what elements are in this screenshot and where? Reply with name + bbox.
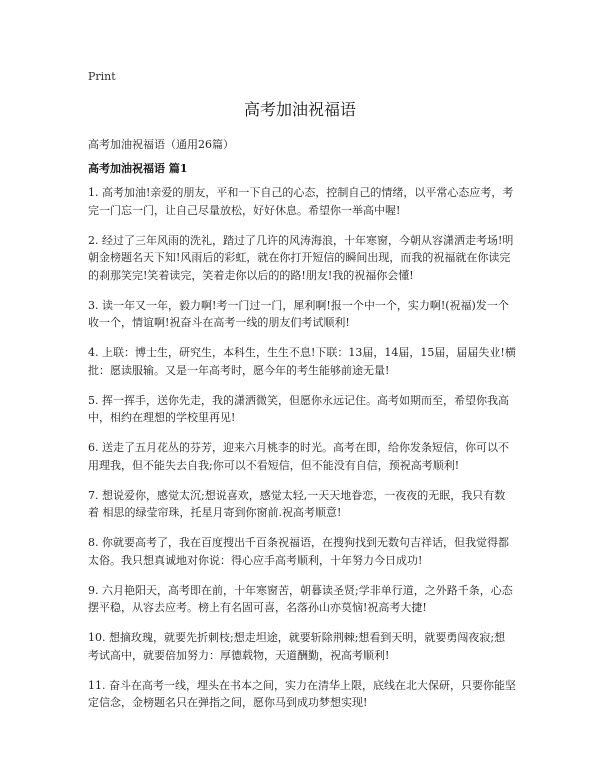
list-item: 9. 六月艳阳天，高考即在前，十年寒窗苦，朝暮读圣贤;学非单行道，之外路千条，心态摆平稳，从容去应考。榜上有名固可喜，名落孙山亦莫恼!祝高考大捷! bbox=[88, 583, 513, 614]
list-item: 4. 上联：博士生，研究生，本科生，生生不息!下联：13届，14届，15届，届届失业!横批：愿读服输。又是一年高考时，愿今年的考生能够前途无量! bbox=[88, 346, 516, 377]
list-item: 10. 想摘玫瑰，就要先折刺枝;想走坦途，就要斩除荆棘;想看到天明，就要勇闯夜寂;想考试高中，就要倍加努力：厚德载物，天道酬勤，祝高考顺利! bbox=[88, 631, 506, 662]
document-subtitle: 高考加油祝福语（通用26篇） bbox=[88, 138, 234, 151]
list-item: 8. 你就要高考了，我在百度搜出千百条祝福语，在搜狗找到无数句吉祥话，但我觉得都太俗。我只想真诚地对你说：得心应手高考顺利，十年努力今日成功! bbox=[88, 536, 509, 567]
list-item: 5. 挥一挥手，送你先走，我的潇洒微笑，但愿你永远记住。高考如期而至，希望你我高中，相约在理想的学校里再见! bbox=[88, 393, 509, 424]
list-item: 7. 想说爱你，感觉太沉;想说喜欢，感觉太轻,一天天地眷恋，一夜夜的无眠，我只有数着 相思的绿莹帘珠，托星月寄到你窗前.祝高考顺意! bbox=[88, 488, 506, 519]
list-item: 1. 高考加油!亲爱的朋友，平和一下自己的心态，控制自己的情绪，以平常心态应考，考完一门忘一门，让自己尽量放松，好好休息。希望你一举高中喔! bbox=[88, 186, 514, 217]
list-item: 2. 经过了三年风雨的洗礼，踏过了几许的风涛海浪，十年寒窗，今朝从容潇洒走考场!明朝金榜题名天下知!风雨后的彩虹，就在你打开短信的瞬间出现，而我的祝福就在你读完的刹那笑完!笑着读完，笑着走你以后的的路!朋友!我的祝福你会懂! bbox=[88, 233, 514, 282]
list-item: 11. 奋斗在高考一线，埋头在书本之间，实力在清华上限，底线在北大保研，只要你能坚定信念，金榜题名只在弹指之间，愿你马到成功梦想实现! bbox=[88, 678, 516, 709]
page-title: 高考加油祝福语 bbox=[243, 100, 356, 119]
list-item: 3. 读一年又一年，毅力啊!考一门过一门，犀利啊!报一个中一个，实力啊!(祝福)发一个收一个，情谊啊!祝奋斗在高考一线的朋友们考试顺利! bbox=[88, 298, 509, 329]
list-item: 6. 送走了五月花丛的芬芳，迎来六月桃李的时光。高考在即，给你发条短信，你可以不用理我，但不能失去自我;你可以不看短信，但不能没有自信，预祝高考顺利! bbox=[88, 441, 509, 472]
blessing-list bbox=[88, 184, 516, 724]
print-link[interactable]: Print bbox=[88, 70, 116, 83]
section-heading: 高考加油祝福语 篇1 bbox=[88, 162, 188, 175]
